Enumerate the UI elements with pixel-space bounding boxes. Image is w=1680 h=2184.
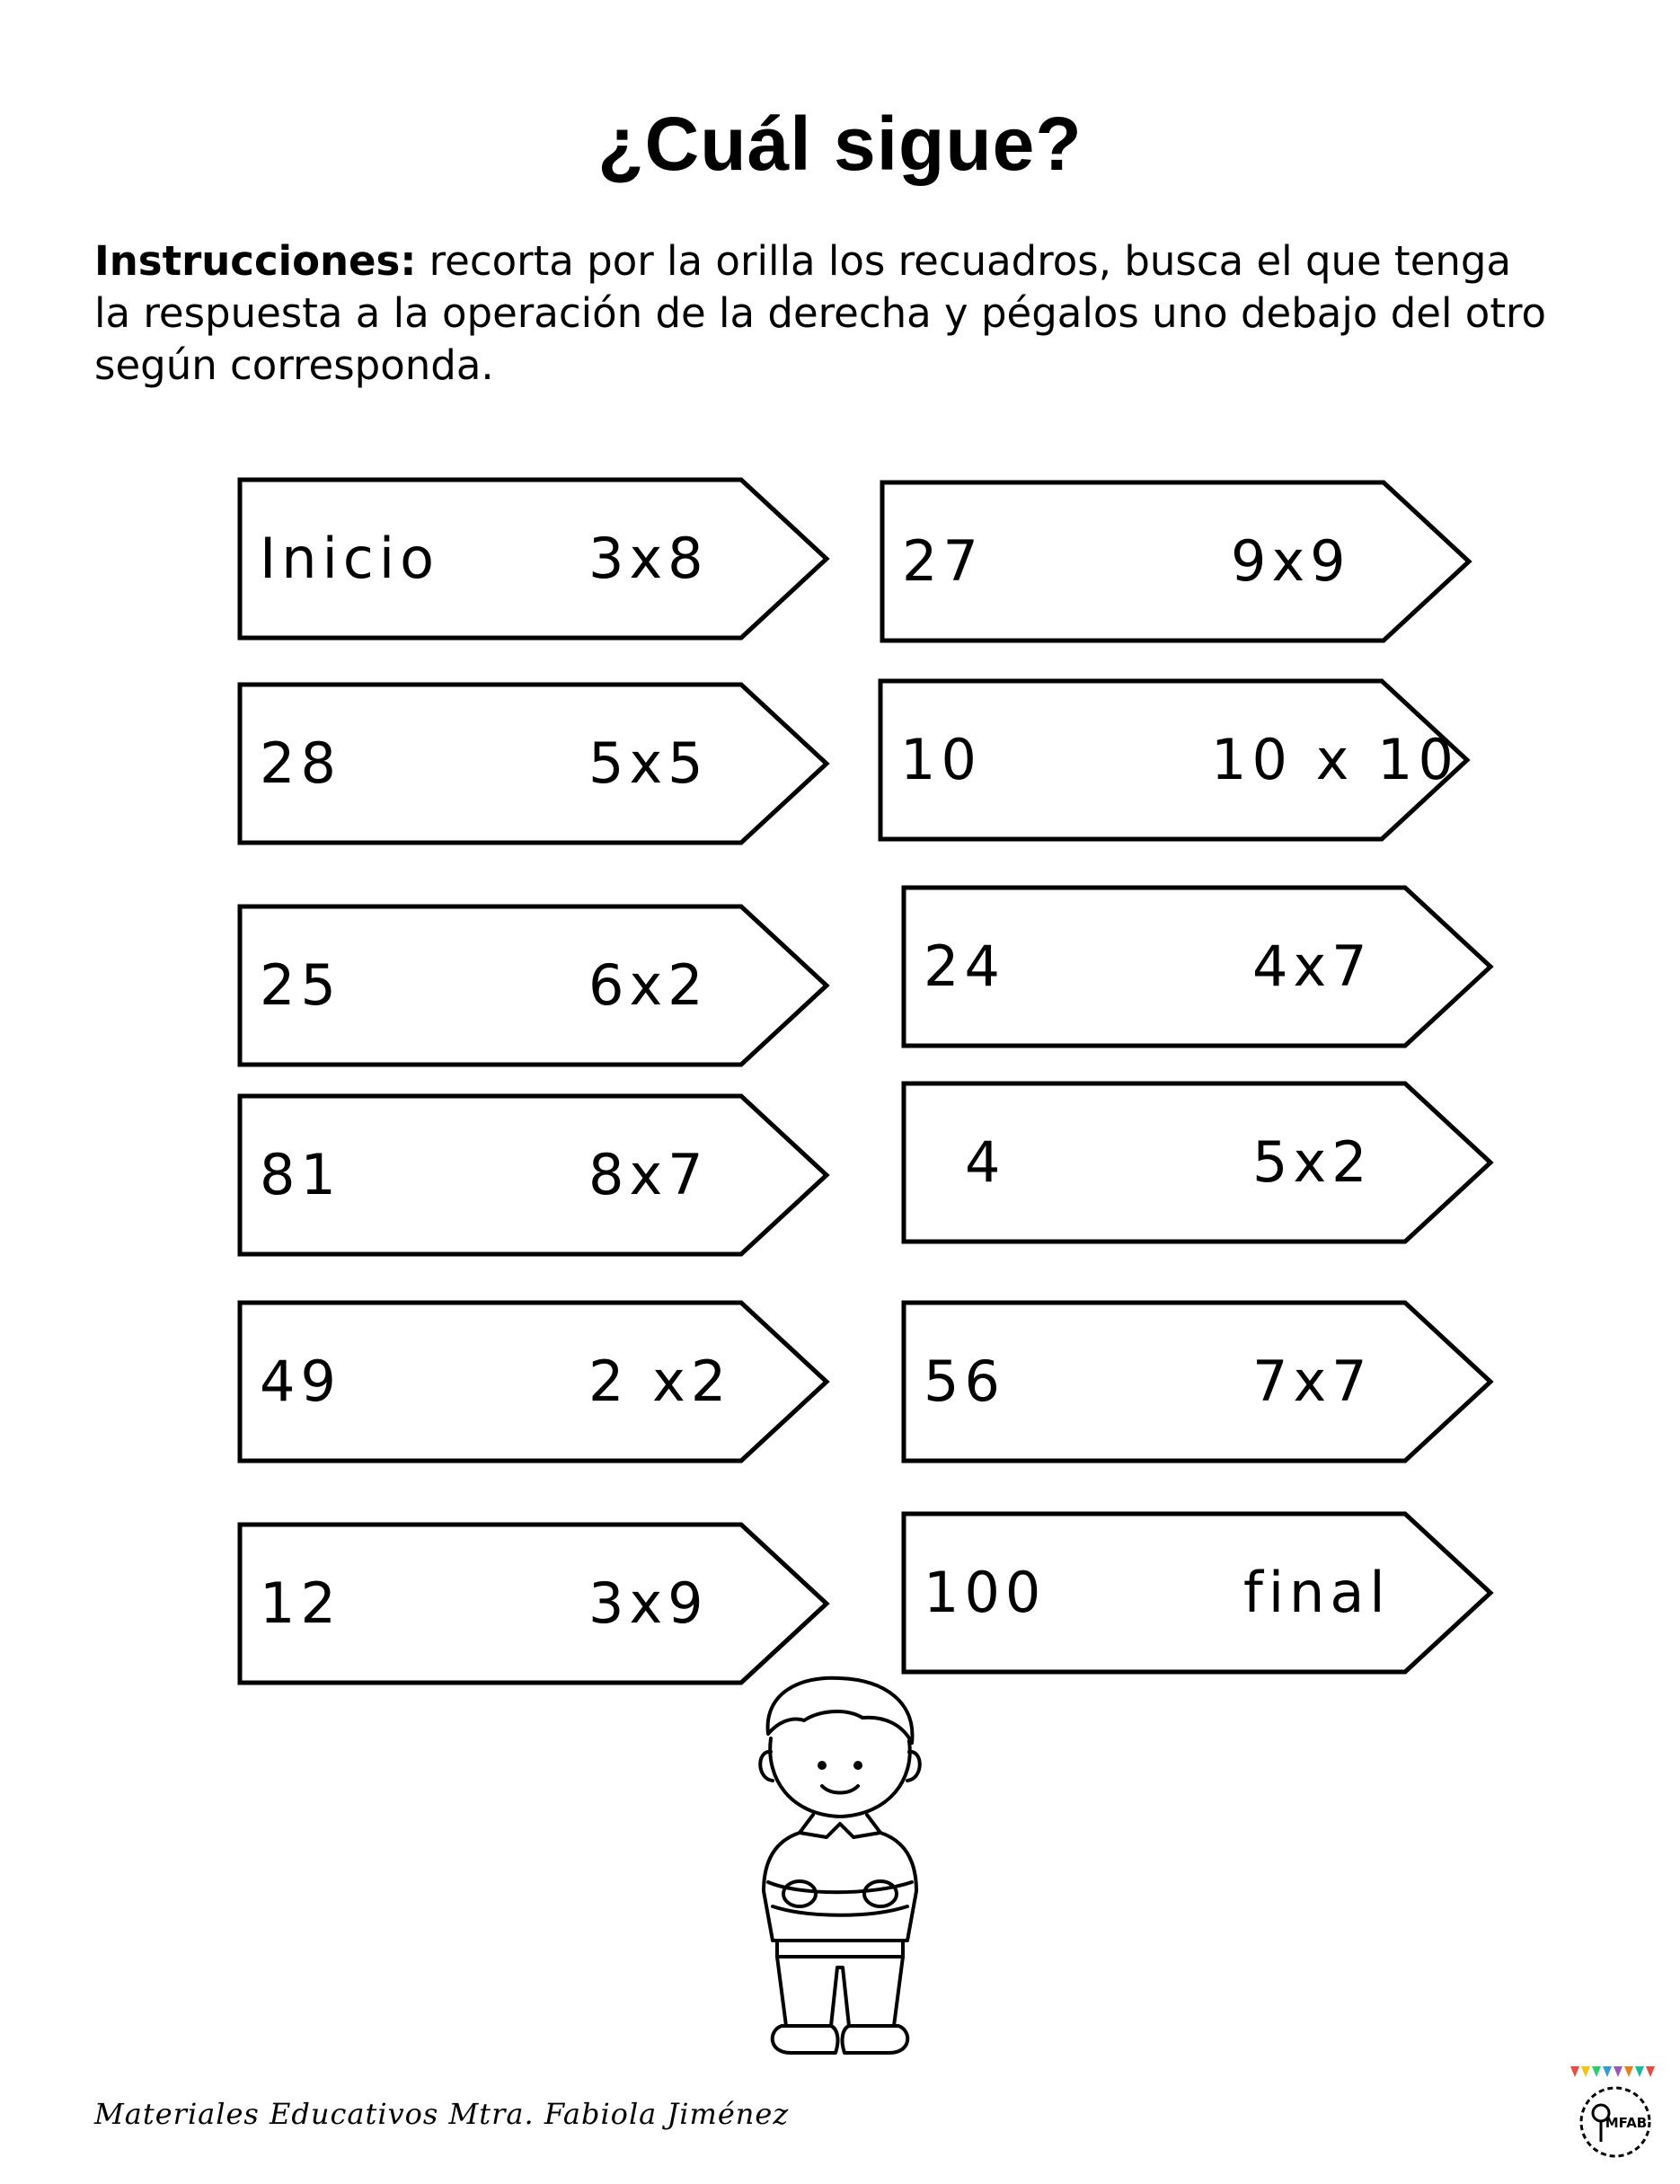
card-right-6[interactable] [902,1512,1495,1674]
card-answer: 27 [902,528,984,594]
card-right-4[interactable] [902,1082,1495,1243]
page-title: ¿Cuál sigue? [597,102,1083,186]
card-left-5[interactable] [238,1301,831,1463]
card-left-4[interactable] [238,1094,831,1256]
card-operation: 5x5 [588,730,709,796]
card-operation: 6x2 [588,952,709,1018]
card-operation: 2 x2 [588,1348,732,1414]
card-operation: 3x9 [588,1570,709,1636]
footer-credit: Materiales Educativos Mtra. Fabiola Jiménez [94,2097,790,2131]
card-right-1[interactable] [880,481,1473,642]
card-answer: 100 [924,1560,1047,1625]
card-answer: 25 [260,952,341,1018]
card-right-3[interactable] [902,886,1495,1048]
instructions [94,235,1550,392]
card-operation: 3x8 [588,526,709,591]
logo-badge [1570,2066,1660,2165]
card-operation: 4x7 [1252,933,1373,999]
card-operation: final [1243,1560,1391,1625]
card-answer: 49 [260,1348,341,1414]
card-operation: 7x7 [1252,1348,1373,1414]
card-answer: Inicio [260,526,440,591]
card-answer: 24 [924,933,1005,999]
card-operation: 5x2 [1252,1129,1373,1195]
card-left-3[interactable] [238,905,831,1066]
boy-illustration [737,1671,943,2057]
card-answer: 56 [924,1348,1005,1414]
card-operation: 10 x 10 [1211,727,1459,792]
card-left-2[interactable] [238,683,831,844]
card-operation: 9x9 [1231,528,1351,594]
instructions-text: recorta por la orilla los recuadros, busca el que tenga la respuesta a la operación de la derecha y pégalos uno debajo del otro según corresponda. [94,237,1547,389]
card-left-6[interactable] [238,1523,831,1684]
card-answer: 28 [260,730,341,796]
card-answer: 10 [900,727,982,792]
card-answer: 4 [965,1129,1006,1195]
logo-text: MFAB [1605,2115,1648,2131]
card-right-5[interactable] [902,1301,1495,1463]
card-right-2[interactable] [879,679,1472,841]
card-left-1[interactable] [238,478,831,640]
card-answer: 81 [260,1142,341,1207]
instructions-label: Instrucciones: [94,237,417,285]
card-operation: 8x7 [588,1142,709,1207]
card-answer: 12 [260,1570,341,1636]
